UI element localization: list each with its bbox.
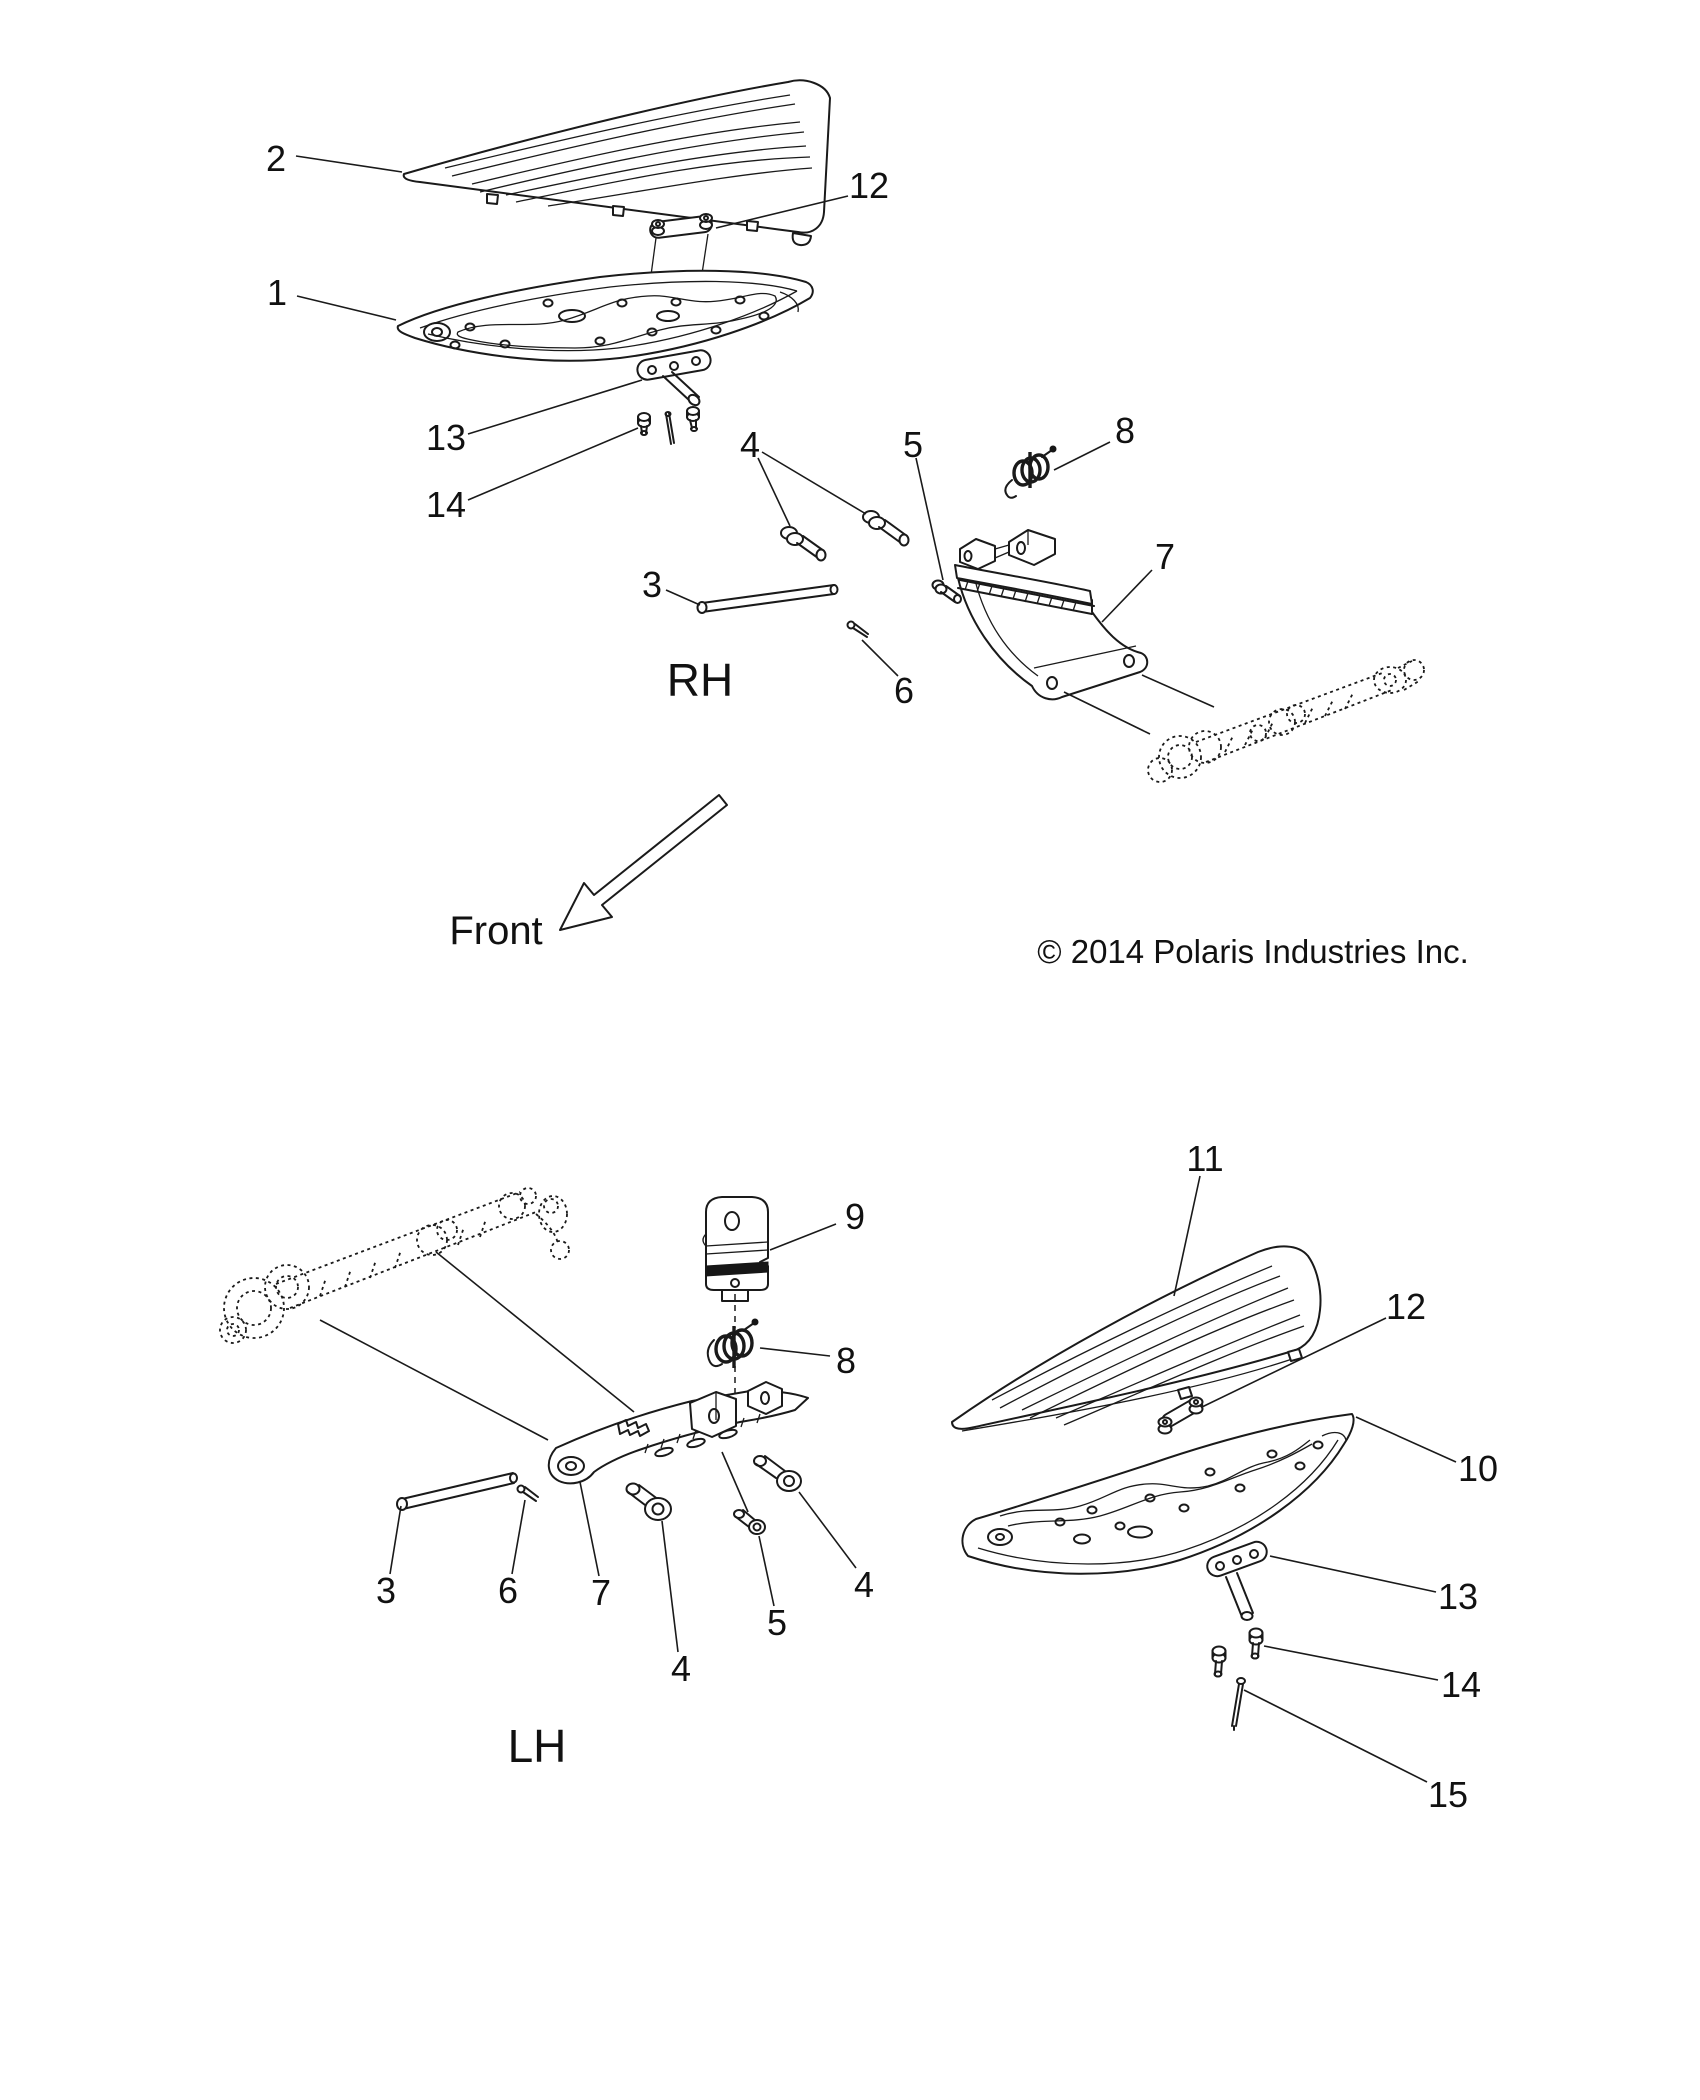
part-10-floorboard-base-lh [962,1414,1353,1574]
part-13-bracket-pin-right [1204,1539,1269,1620]
callout-4-rh: 4 [739,424,761,465]
part-9-latch-block-lh [703,1197,768,1301]
part-4-bolt-center-lh [627,1484,672,1521]
callout-5-rh: 5 [902,424,924,465]
section-label-lh: LH [507,1720,567,1772]
callout-8-lh: 8 [835,1340,857,1381]
callout-3-lh: 3 [375,1570,397,1611]
callout-2-rh: 2 [265,138,287,179]
callout-7-lh: 7 [590,1572,612,1613]
part-8-spring-rh [1005,446,1056,498]
callout-7-rh: 7 [1154,536,1176,577]
callout-12-right: 12 [1385,1286,1427,1327]
part-14-screws-right [1213,1629,1263,1677]
copyright-text: © 2014 Polaris Industries Inc. [1037,933,1469,970]
mount-arm-reference-rh [1148,660,1424,782]
callout-4-center-lh: 4 [670,1648,692,1689]
part-8-spring-lh [708,1319,758,1368]
part-12-link-right [1159,1396,1205,1434]
callout-1-rh: 1 [266,272,288,313]
callout-6-rh: 6 [893,670,915,711]
callout-13-rh: 13 [425,417,467,458]
part-5-pin-lh [734,1510,765,1534]
part-2-floorboard-pad-rh [404,80,830,245]
part-6-cotter-pin-rh [848,622,869,638]
small-screw-rh [687,407,699,431]
part-13-bracket-pin-rh [636,349,712,408]
part-7-mount-bracket-rh [955,530,1147,699]
callout-3-rh: 3 [641,564,663,605]
callout-14-rh: 14 [425,484,467,525]
part-1-floorboard-base-rh [398,271,813,361]
callout-6-lh: 6 [497,1570,519,1611]
mount-arm-reference-lh [220,1188,569,1343]
section-label-rh: RH [666,654,734,706]
small-pin-rh [666,412,675,444]
callout-13-right: 13 [1437,1576,1479,1617]
callout-10: 10 [1457,1448,1499,1489]
part-3-pivot-pin-rh [698,585,838,613]
callout-15: 15 [1427,1774,1469,1815]
part-4-bolt-right-lh [754,1456,801,1491]
callout-8-rh: 8 [1114,410,1136,451]
part-15-pin-right [1232,1678,1245,1730]
front-label: Front [449,909,543,953]
callout-12-rh: 12 [848,165,890,206]
part-3-pivot-pin-lh [397,1473,517,1510]
part-14-screw-rh [638,413,650,435]
callout-4-right-lh: 4 [853,1564,875,1605]
callout-9-lh: 9 [844,1196,866,1237]
front-direction-arrow [560,795,727,930]
callout-11: 11 [1186,1138,1224,1179]
callout-5-lh: 5 [766,1602,788,1643]
callout-14-right: 14 [1440,1664,1482,1705]
part-6-cotter-pin-lh [518,1486,539,1502]
part-5-pin-rh [933,581,962,604]
part-4-bolts-rh [781,511,909,561]
part-11-floorboard-pad-lh [952,1246,1321,1431]
part-7-mount-bracket-lh [549,1382,808,1483]
